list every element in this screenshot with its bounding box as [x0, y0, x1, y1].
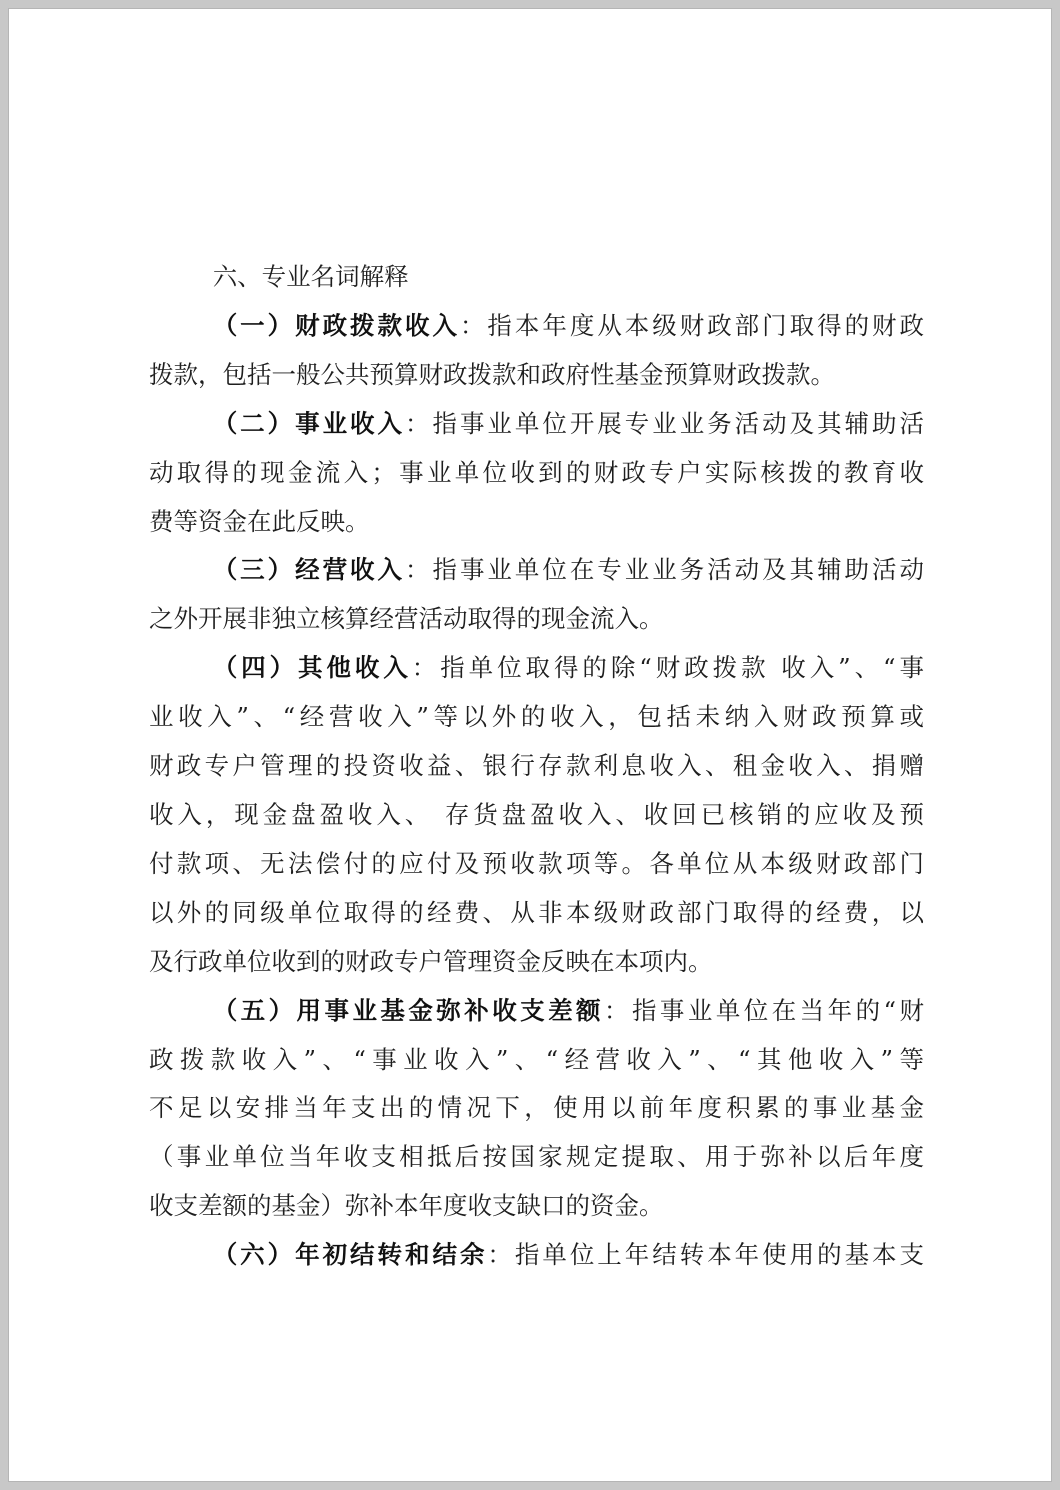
paragraph-line: 拨款，包括一般公共预算财政拨款和政府性基金预算财政拨款。: [149, 359, 835, 389]
paragraph-line: [149, 1231, 924, 1280]
paragraph-line: 费等资金在此反映。: [149, 506, 370, 536]
paragraph-line: [149, 302, 924, 351]
paragraph-line: 及行政单位收到的财政专户管理资金反映在本项内。: [149, 946, 713, 976]
paragraph-text: ：指单位上年结转本年使用的基本支: [487, 1240, 925, 1270]
paragraph-line: 不足以安排当年支出的情况下，使用以前年度积累的事业基金: [149, 1093, 924, 1123]
paragraph-line: 付款项、无法偿付的应付及预收款项等。各单位从本级财政部门: [149, 848, 924, 878]
paragraph-line: 收支差额的基金）弥补本年度收支缺口的资金。: [149, 1191, 664, 1221]
term-heading: （四）其他收入: [212, 653, 412, 683]
paragraph-line: （事业单位当年收支相抵后按国家规定提取、用于弥补以后年度: [149, 1142, 924, 1172]
document-body: [149, 253, 924, 1280]
term-heading: （二）事业收入: [212, 408, 405, 438]
paragraph-line: [149, 987, 924, 1036]
document-page: [8, 8, 1052, 1482]
paragraph-text: ：指单位取得的除“财政拨款 收入”、“事: [411, 653, 925, 683]
paragraph-line: 之外开展非独立核算经营活动取得的现金流入。: [149, 604, 664, 634]
paragraph-line: [149, 644, 924, 693]
term-heading: （五）用事业基金弥补收支差额: [212, 995, 605, 1025]
paragraph-text: ：指事业单位在当年的“财: [604, 995, 925, 1025]
paragraph-text: ：指本年度从本级财政部门取得的财政: [459, 310, 925, 340]
paragraph-line: 业收入”、“经营收入”等以外的收入，包括未纳入财政预算或: [149, 702, 924, 732]
term-heading: （三）经营收入: [212, 555, 405, 585]
paragraph-line: 收入，现金盘盈收入、 存货盘盈收入、收回已核销的应收及预: [149, 799, 924, 829]
section-title: 六、专业名词解释: [212, 262, 409, 291]
term-heading: （一）财政拨款收入: [212, 310, 460, 340]
paragraph-line: [149, 400, 924, 449]
paragraph-text: ：指事业单位开展专业业务活动及其辅助活: [405, 408, 925, 438]
paragraph-line: 以外的同级单位取得的经费、从非本级财政部门取得的经费，以: [149, 897, 924, 927]
paragraph-line: 动取得的现金流入；事业单位收到的财政专户实际核拨的教育收: [149, 457, 924, 487]
term-heading: （六）年初结转和结余: [212, 1240, 488, 1270]
paragraph-line: 财政专户管理的投资收益、银行存款利息收入、租金收入、捐赠: [149, 751, 924, 781]
paragraph-line: [149, 546, 924, 595]
paragraph-line: 政拨款收入”、“事业收入”、“经营收入”、“其他收入”等: [149, 1044, 924, 1074]
paragraph-text: ：指事业单位在专业业务活动及其辅助活动: [405, 555, 925, 585]
